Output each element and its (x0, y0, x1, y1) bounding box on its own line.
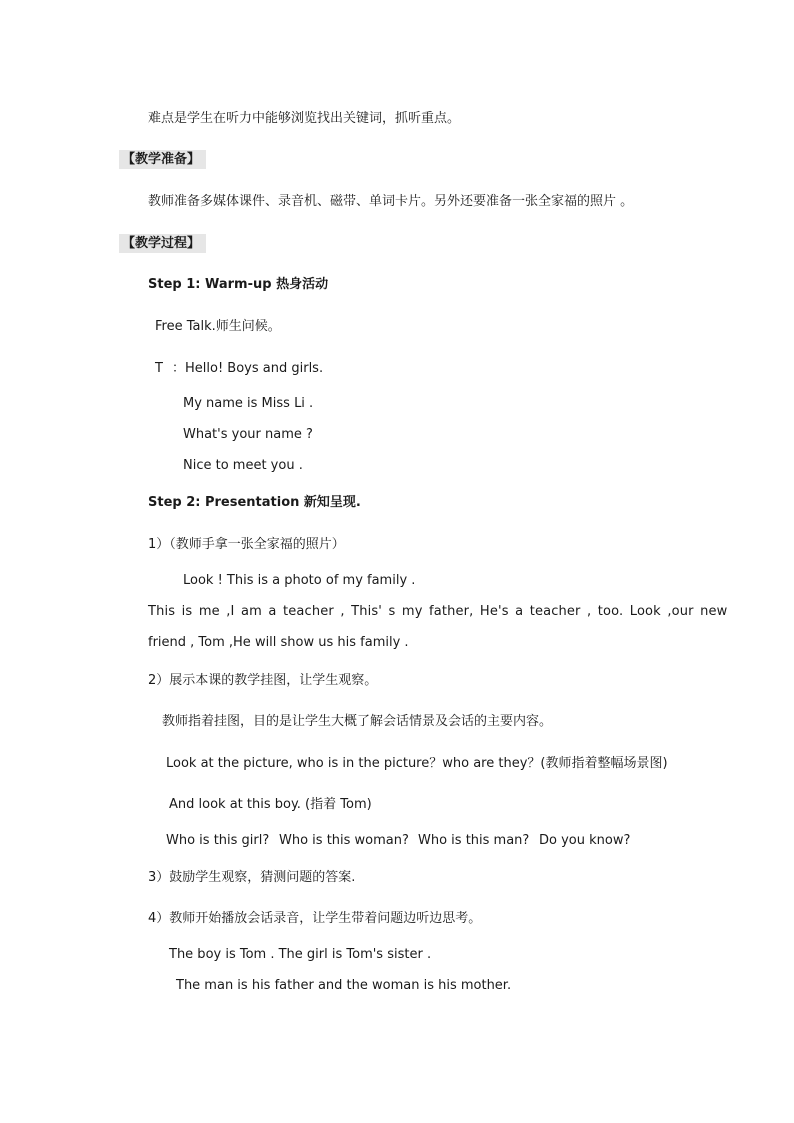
item4-label: 4）教师开始播放会话录音，让学生带着问题边听边思考。 (148, 911, 482, 926)
dialogue-line: What's your name ? (183, 427, 313, 442)
item2-question-line1: Look at the picture, who is in the picture？who are they？(教师指着整幅场景图) (166, 756, 668, 771)
item2-note: 教师指着挂图，目的是让学生大概了解会话情景及会话的主要内容。 (162, 714, 553, 729)
answer-line: The man is his father and the woman is his mother. (176, 978, 512, 993)
item3-label: 3）鼓励学生观察，猜测问题的答案. (148, 870, 356, 885)
prep-text: 教师准备多媒体课件、录音机、磁带、单词卡片。另外还要准备一张全家福的照片 。 (148, 194, 634, 209)
item1-paragraph-line1: This is me ,I am a teacher , This' s my father, He's a teacher , too. Look ,our new (148, 604, 728, 619)
step1-title: Step 1: Warm-up 热身活动 (148, 277, 329, 292)
difficulty-line: 难点是学生在听力中能够浏览找出关键词，抓听重点。 (148, 111, 461, 126)
item1-paragraph-line2: friend , Tom ,He will show us his family . (148, 635, 409, 650)
item1-look-line: Look ! This is a photo of my family . (183, 573, 416, 588)
question-text: Who is this woman? (279, 833, 409, 848)
question-text: Who is this girl? (166, 833, 270, 848)
teacher-speaker-label: T (155, 361, 163, 376)
dialogue-line: ：Hello! Boys and girls. (172, 361, 324, 376)
prep-heading: 【教学准备】 (119, 150, 206, 169)
question-text: Do you know? (539, 833, 631, 848)
step2-title: Step 2: Presentation 新知呈现. (148, 495, 361, 510)
answer-line: The boy is Tom . The girl is Tom's sister . (169, 947, 432, 962)
item2-question-line2: And look at this boy. (指着 Tom) (169, 797, 372, 812)
free-talk-line: Free Talk.师生问候。 (155, 319, 281, 334)
item2-label: 2）展示本课的教学挂图，让学生观察。 (148, 673, 378, 688)
dialogue-line: Nice to meet you . (183, 458, 303, 473)
item1-label: 1）（教师手拿一张全家福的照片） (148, 537, 345, 552)
dialogue-line: My name is Miss Li . (183, 396, 314, 411)
process-heading: 【教学过程】 (119, 234, 206, 253)
question-text: Who is this man? (418, 833, 530, 848)
